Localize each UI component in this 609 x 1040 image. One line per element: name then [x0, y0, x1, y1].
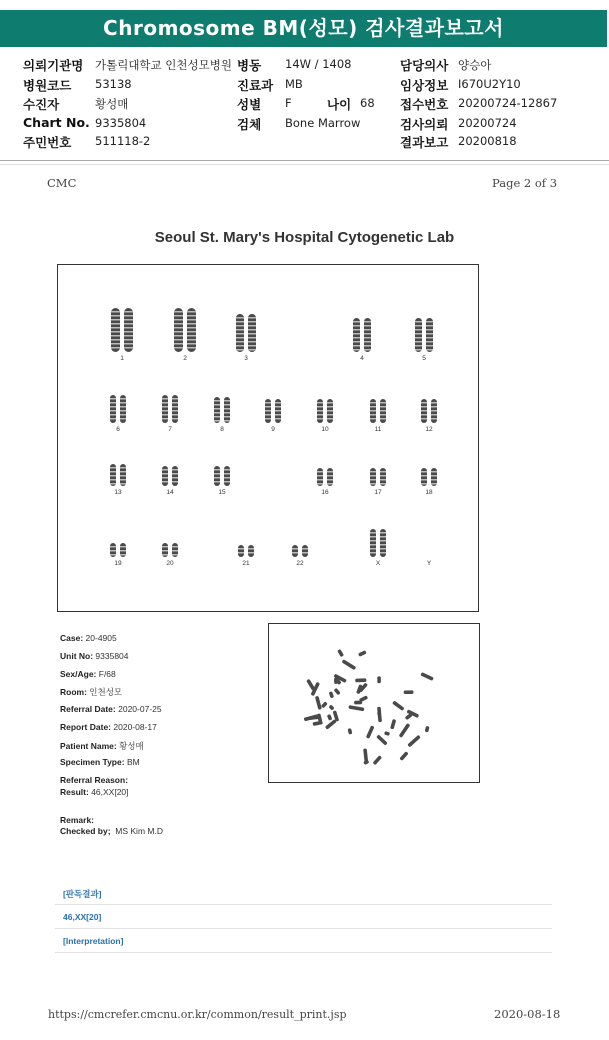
room-field: Room: 인천성모	[60, 687, 123, 697]
metaphase-chromosome	[348, 705, 364, 711]
metaphase-chromosome	[366, 725, 375, 739]
metaphase-chromosome	[342, 659, 357, 670]
info-value: 14W / 1408	[285, 57, 352, 71]
chromosome-label-9: 9	[271, 426, 275, 433]
chromosome-pair-13	[110, 464, 126, 486]
metaphase-chromosome	[384, 731, 390, 736]
chromosome-label-22: 22	[296, 560, 304, 567]
metaphase-spread	[269, 624, 478, 781]
metaphase-chromosome	[334, 688, 341, 695]
metaphase-chromosome	[348, 728, 353, 735]
chromosome-pair-12	[421, 399, 437, 423]
info-value: I670U2Y10	[458, 77, 521, 91]
metaphase-chromosome	[355, 678, 366, 682]
metaphase-image	[268, 623, 480, 783]
metaphase-chromosome	[321, 701, 328, 708]
info-label: 병원코드	[23, 78, 72, 93]
chromosome-pair-2	[174, 308, 196, 352]
info-label: 검체	[237, 117, 262, 132]
info-label: 나이	[327, 97, 352, 112]
info-label: 수진자	[23, 97, 60, 112]
chromosome-label-13: 13	[114, 489, 122, 496]
metaphase-chromosome	[337, 649, 344, 657]
chromosome-pair-1	[111, 308, 133, 352]
result-heading: [판독결과]	[63, 889, 102, 899]
chromosome-label-4: 4	[360, 355, 364, 362]
chromosome-pair-17	[370, 468, 386, 486]
metaphase-chromosome	[377, 676, 381, 683]
info-value: 가톨릭대학교 인천성모병원	[95, 58, 232, 72]
chromosome-label-21: 21	[242, 560, 250, 567]
chromosome-label-3: 3	[244, 355, 248, 362]
info-label: 임상정보	[400, 78, 449, 93]
chromosome-pair-5	[415, 318, 433, 352]
info-label: 의뢰기관명	[23, 58, 84, 73]
chromosome-pair-8	[214, 397, 230, 423]
chromosome-label-17: 17	[374, 489, 382, 496]
chromosome-pair-14	[162, 466, 178, 486]
info-value: 20200724	[458, 116, 517, 130]
remark-field: Remark:	[60, 815, 95, 825]
chromosome-pair-4	[353, 318, 371, 352]
print-url: https://cmcrefer.cmcnu.or.kr/common/result_print.jsp	[48, 1008, 347, 1021]
chromosome-label-X: X	[375, 560, 381, 567]
result-field: Result: 46,XX[20]	[60, 787, 129, 797]
info-label: 담당의사	[400, 58, 449, 73]
patient-name-field: Patient Name: 황성매	[60, 741, 144, 751]
divider	[0, 160, 609, 161]
chromosome-label-20: 20	[166, 560, 174, 567]
chromosome-pair-18	[421, 468, 437, 486]
chromosome-pair-X	[370, 529, 386, 557]
result-value-row	[55, 906, 552, 929]
chromosome-pair-6	[110, 395, 126, 423]
chromosome-label-10: 10	[321, 426, 329, 433]
case-field: Case: 20-4905	[60, 633, 117, 643]
info-value: 20200724-12867	[458, 96, 558, 110]
info-value: MB	[285, 77, 303, 91]
metaphase-chromosome	[407, 735, 420, 748]
chromosome-pair-22	[292, 545, 308, 557]
info-value: F	[285, 96, 292, 110]
info-value: 68	[360, 96, 375, 110]
metaphase-chromosome	[420, 672, 433, 681]
chromosome-label-18: 18	[425, 489, 433, 496]
checked-by-field: Checked by; MS Kim M.D	[60, 826, 163, 836]
result-heading-row	[55, 882, 552, 905]
info-label: 병동	[237, 58, 262, 73]
metaphase-chromosome	[358, 650, 367, 657]
page-number: Page 2 of 3	[492, 176, 558, 190]
metaphase-chromosome	[315, 696, 322, 710]
chromosome-label-7: 7	[168, 426, 172, 433]
lab-title: Seoul St. Mary's Hospital Cytogenetic Lab	[154, 229, 455, 246]
info-value: 양승아	[458, 58, 492, 72]
chromosome-pair-10	[317, 399, 333, 423]
info-label: Chart No.	[23, 115, 90, 130]
info-label: 결과보고	[400, 135, 449, 150]
metaphase-chromosome	[399, 751, 408, 761]
metaphase-chromosome	[392, 700, 404, 710]
metaphase-chromosome	[334, 678, 338, 684]
chromosome-label-11: 11	[374, 426, 382, 433]
chromosome-label-8: 8	[220, 426, 224, 433]
info-value: 20200818	[458, 134, 517, 148]
chromosome-label-14: 14	[166, 489, 174, 496]
divider	[0, 164, 609, 165]
chromosome-pair-20	[162, 543, 178, 557]
chromosome-label-15: 15	[218, 489, 226, 496]
metaphase-chromosome	[404, 690, 414, 694]
chromosome-pair-19	[110, 543, 126, 557]
metaphase-chromosome	[306, 679, 315, 691]
chromosome-pair-3	[236, 314, 256, 352]
info-value: 황성매	[95, 97, 129, 111]
info-value: Bone Marrow	[285, 116, 361, 130]
metaphase-chromosome	[354, 701, 362, 705]
karyotype-image	[57, 264, 479, 612]
info-label: 진료과	[237, 78, 274, 93]
info-value: 9335804	[95, 116, 147, 130]
referral-reason-field: Referral Reason:	[60, 775, 129, 785]
result-value: 46,XX[20]	[63, 912, 102, 922]
chromosome-pair-7	[162, 395, 178, 423]
chromosome-pair-16	[317, 468, 333, 486]
report-date-field: Report Date: 2020-08-17	[60, 722, 157, 732]
chromosome-label-6: 6	[116, 426, 120, 433]
metaphase-chromosome	[425, 726, 430, 733]
chromosome-label-Y: Y	[426, 560, 432, 567]
chromosome-label-12: 12	[425, 426, 433, 433]
chromosome-pair-21	[238, 545, 254, 557]
metaphase-chromosome	[399, 723, 411, 738]
print-date: 2020-08-18	[494, 1007, 561, 1021]
metaphase-chromosome	[363, 760, 369, 765]
metaphase-chromosome	[328, 704, 334, 710]
chromosome-label-2: 2	[183, 355, 187, 362]
chromosome-pair-15	[214, 466, 230, 486]
info-value: 53138	[95, 77, 132, 91]
interpretation-row	[55, 930, 552, 953]
metaphase-chromosome	[327, 714, 333, 721]
metaphase-chromosome	[325, 719, 337, 730]
unit-field: Unit No: 9335804	[60, 651, 129, 661]
specimen-type-field: Specimen Type: BM	[60, 757, 140, 767]
chromosome-label-19: 19	[114, 560, 122, 567]
chromosome-label-5: 5	[422, 355, 426, 362]
info-label: 성별	[237, 97, 262, 112]
info-value: 511118-2	[95, 134, 151, 148]
chromosome-label-1: 1	[120, 355, 124, 362]
metaphase-chromosome	[373, 755, 383, 765]
info-label: 검사의뢰	[400, 117, 449, 132]
interpretation-heading: [Interpretation]	[63, 936, 124, 946]
org-label: CMC	[47, 176, 77, 190]
info-label: 접수번호	[400, 97, 449, 112]
patient-info-section	[0, 52, 609, 156]
report-title: Chromosome BM(성모) 검사결과보고서	[0, 10, 607, 47]
metaphase-chromosome	[390, 719, 396, 730]
metaphase-chromosome	[376, 734, 388, 745]
sex-age-field: Sex/Age: F/68	[60, 669, 116, 679]
metaphase-chromosome	[304, 714, 319, 721]
chromosome-label-16: 16	[321, 489, 329, 496]
metaphase-chromosome	[377, 709, 381, 715]
referral-date-field: Referral Date: 2020-07-25	[60, 704, 162, 714]
chromosome-pair-11	[370, 399, 386, 423]
metaphase-chromosome	[329, 691, 334, 698]
chromosome-pair-9	[265, 399, 281, 423]
info-label: 주민번호	[23, 135, 72, 150]
